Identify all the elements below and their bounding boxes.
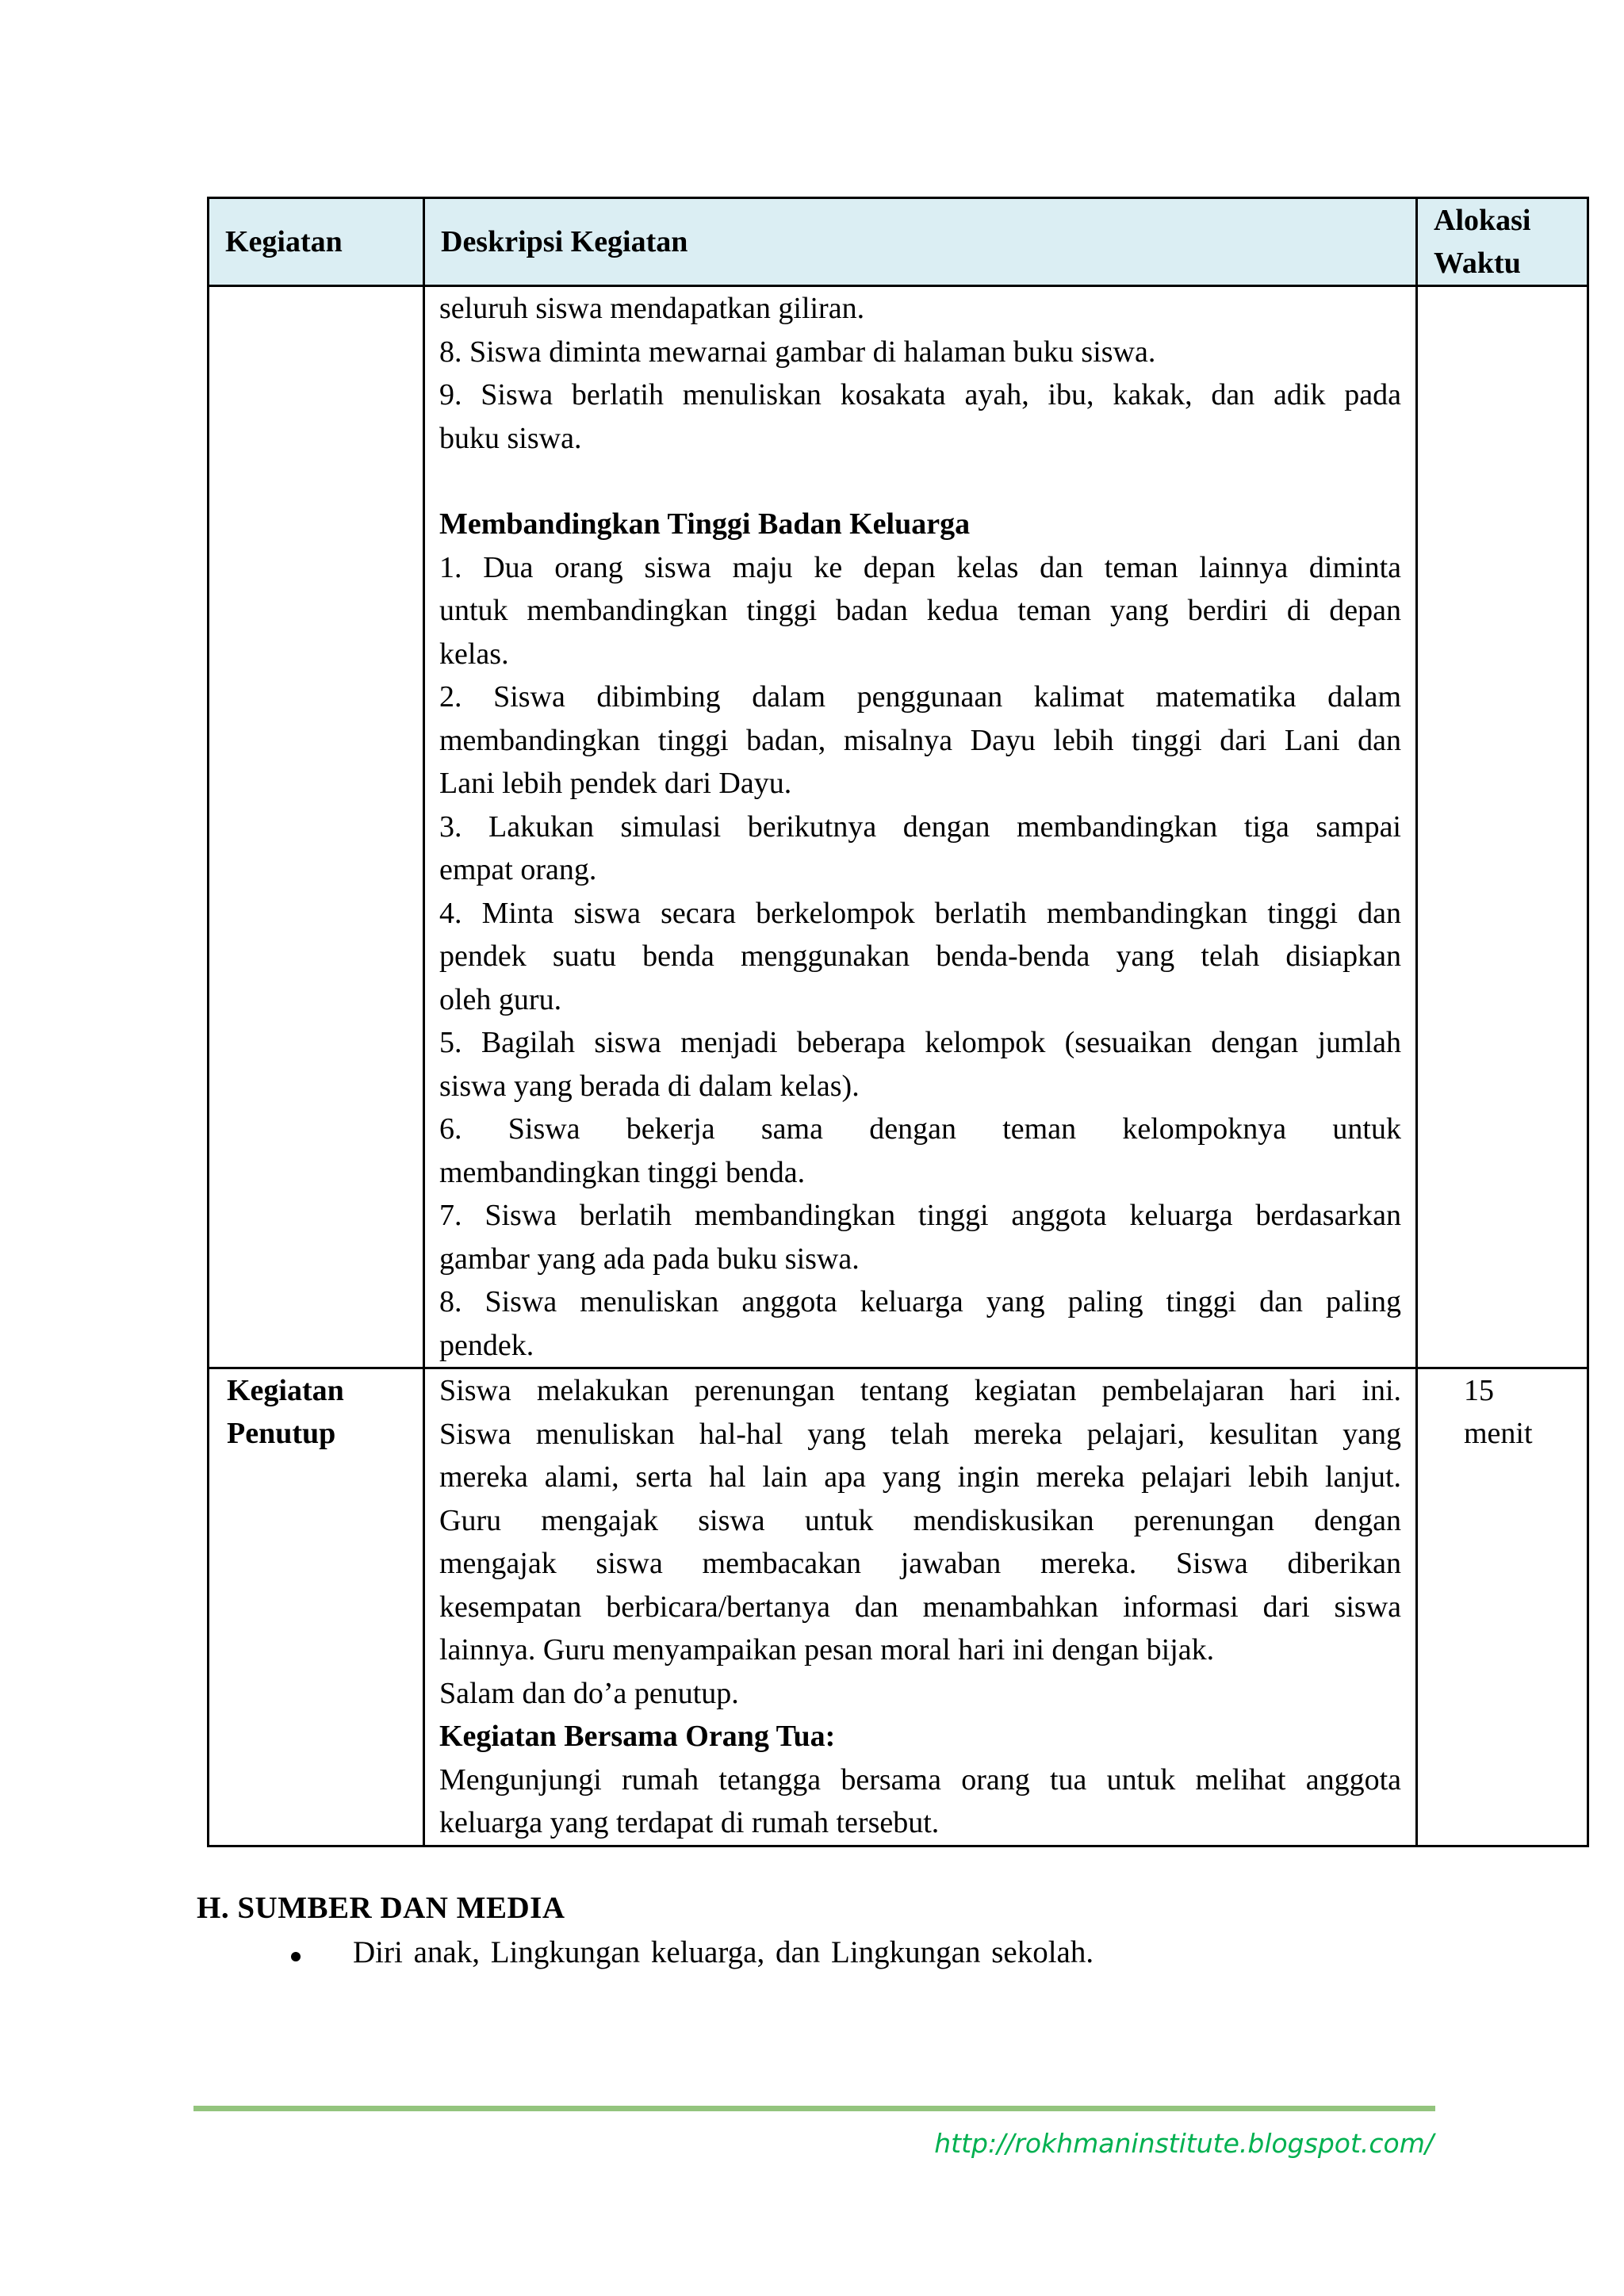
row2-alokasi-line1: 15 <box>1464 1374 1494 1407</box>
row1-alokasi-cell <box>1417 286 1588 1368</box>
footer-url-link[interactable]: http://rokhmaninstitute.blogspot.com/ <box>934 2128 1434 2159</box>
table__rows__0__deskripsi__lines_part2-line: kelas. <box>439 637 509 671</box>
bullet-list-item <box>305 1934 1094 1970</box>
table__rows__0__deskripsi__lines_part2-line: 8. Siswa menuliskan anggota keluarga yang paling tinggi dan paling <box>439 1285 1401 1318</box>
table-row <box>209 1368 1588 1846</box>
table__rows__0__deskripsi__lines_part2-line: 6. Siswa bekerja sama dengan teman kelompoknya untuk <box>439 1112 1401 1146</box>
table__rows__1__deskripsi__lines_part1-line: Siswa menuliskan hal-hal yang telah mereka pelajari, kesulitan yang <box>439 1417 1401 1451</box>
header-deskripsi: Deskripsi Kegiatan <box>424 198 1417 286</box>
header-alokasi <box>1417 198 1588 286</box>
table-header-row <box>209 198 1588 286</box>
table__rows__0__deskripsi__lines_part2-line: pendek. <box>439 1328 534 1362</box>
table__rows__0__deskripsi__lines_part2-line: membandingkan tinggi benda. <box>439 1155 806 1189</box>
table__rows__1__deskripsi__lines_part2-line: keluarga yang terdapat di rumah tersebut. <box>439 1806 940 1839</box>
table__rows__1__deskripsi__lines_part1-line: Siswa melakukan perenungan tentang kegiatan pembelajaran hari ini. <box>439 1374 1401 1407</box>
header-alokasi-line1: Alokasi <box>1434 204 1531 237</box>
row2-alokasi-line2: menit <box>1464 1417 1533 1450</box>
row1-lines-part1 <box>439 287 1401 460</box>
table__rows__0__deskripsi__lines_part2-line: pendek suatu benda menggunakan benda-benda yang telah disiapkan <box>439 939 1401 973</box>
table__rows__1__deskripsi__lines_part1-line: Salam dan do’a penutup. <box>439 1676 739 1710</box>
row2-subheading: Kegiatan Bersama Orang Tua: <box>439 1720 836 1753</box>
row2-alokasi-cell <box>1417 1368 1588 1846</box>
table__rows__0__deskripsi__lines_part2-line: membandingkan tinggi badan, misalnya Dayu lebih tinggi dari Lani dan <box>439 723 1401 757</box>
table-row <box>209 286 1588 1368</box>
row2-lines-part1 <box>439 1369 1401 1715</box>
table__rows__0__deskripsi__lines_part2-line: 3. Lakukan simulasi berikutnya dengan membandingkan tiga sampai <box>439 809 1401 844</box>
bullet-icon <box>291 1952 301 1961</box>
table__rows__0__deskripsi__lines_part2-line: 1. Dua orang siswa maju ke depan kelas dan teman lainnya diminta <box>439 550 1401 584</box>
footer-rule <box>193 2106 1435 2111</box>
table__rows__0__deskripsi__lines_part2-line: 4. Minta siswa secara berkelompok berlatih membandingkan tinggi dan <box>439 896 1401 930</box>
row1-deskripsi-cell <box>424 286 1417 1368</box>
table__rows__0__deskripsi__lines_part2-line: 7. Siswa berlatih membandingkan tinggi anggota keluarga berdasarkan <box>439 1199 1401 1232</box>
table__rows__0__deskripsi__lines_part2-line: gambar yang ada pada buku siswa. <box>439 1242 860 1276</box>
row2-kegiatan-cell <box>209 1368 424 1846</box>
row2-kegiatan-line2: Penutup <box>227 1417 336 1450</box>
table__rows__0__deskripsi__lines_part2-line: Lani lebih pendek dari Dayu. <box>439 767 792 800</box>
table__rows__0__deskripsi__lines_part2-line: siswa yang berada di dalam kelas). <box>439 1069 860 1103</box>
table__rows__0__deskripsi__lines_part2-line: empat orang. <box>439 853 597 886</box>
header-alokasi-line2: Waktu <box>1434 247 1521 280</box>
table__rows__0__deskripsi__lines_part2-line: untuk membandingkan tinggi badan kedua teman yang berdiri di depan <box>439 594 1401 627</box>
row2-deskripsi-cell <box>424 1368 1417 1846</box>
row2-kegiatan-line1: Kegiatan <box>227 1374 344 1407</box>
table__rows__0__deskripsi__lines_part2-line: oleh guru. <box>439 982 562 1016</box>
section-heading: H. SUMBER DAN MEDIA <box>197 1891 565 1925</box>
row1-lines-part2 <box>439 546 1401 1368</box>
table__rows__1__deskripsi__lines_part1-line: mereka alami, serta hal lain apa yang ingin mereka pelajari lebih lanjut. <box>439 1460 1401 1494</box>
table__rows__1__deskripsi__lines_part2-line: Mengunjungi rumah tetangga bersama orang tua untuk melihat anggota <box>439 1762 1401 1797</box>
table__rows__1__deskripsi__lines_part1-line: kesempatan berbicara/bertanya dan menambahkan informasi dari siswa <box>439 1590 1401 1624</box>
row1-kegiatan-cell <box>209 286 424 1368</box>
header-kegiatan: Kegiatan <box>209 198 424 286</box>
table__rows__0__deskripsi__lines_part2-line: 2. Siswa dibimbing dalam penggunaan kalimat matematika dalam <box>439 680 1401 714</box>
table__rows__0__deskripsi__lines_part2-line: 5. Bagilah siswa menjadi beberapa kelompok (sesuaikan dengan jumlah <box>439 1026 1401 1059</box>
table__rows__0__deskripsi__lines_part1-line: 8. Siswa diminta mewarnai gambar di halaman buku siswa. <box>439 335 1156 369</box>
row1-subheading: Membandingkan Tinggi Badan Keluarga <box>439 507 971 541</box>
activity-table <box>207 197 1589 1847</box>
table__rows__0__deskripsi__lines_part1-line: buku siswa. <box>439 421 582 455</box>
table__rows__0__deskripsi__lines_part1-line: 9. Siswa berlatih menuliskan kosakata ayah, ibu, kakak, dan adik pada <box>439 378 1401 411</box>
table__rows__0__deskripsi__lines_part1-line: seluruh siswa mendapatkan giliran. <box>439 292 865 325</box>
row2-lines-part2 <box>439 1758 1401 1845</box>
table__rows__1__deskripsi__lines_part1-line: Guru mengajak siswa untuk mendiskusikan perenungan dengan <box>439 1503 1401 1537</box>
bullet-text: Diri anak, Lingkungan keluarga, dan Lingkungan sekolah. <box>353 1935 1094 1969</box>
table__rows__1__deskripsi__lines_part1-line: mengajak siswa membacakan jawaban mereka. Siswa diberikan <box>439 1547 1401 1580</box>
table__rows__1__deskripsi__lines_part1-line: lainnya. Guru menyampaikan pesan moral hari ini dengan bijak. <box>439 1633 1215 1667</box>
